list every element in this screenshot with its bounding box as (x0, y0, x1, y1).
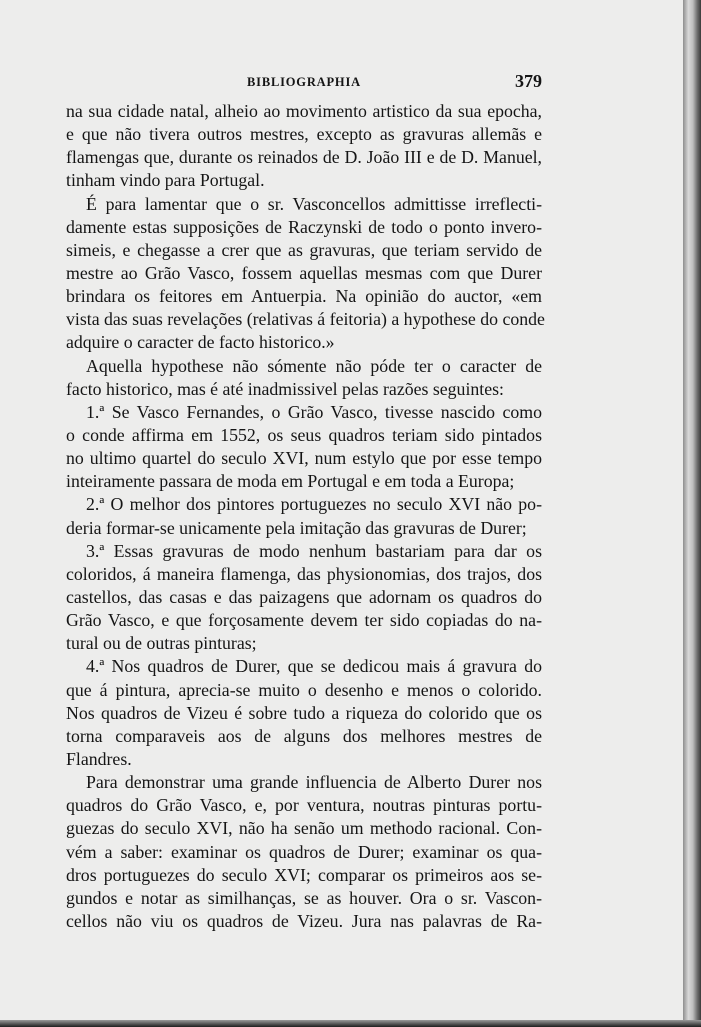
paragraph (66, 493, 542, 539)
page-number: 379 (515, 71, 542, 91)
page-bottom-edge (0, 1020, 701, 1027)
text-line: castellos, das casas e das paizagens que adornam os quadros do (66, 586, 542, 607)
text-line: no ultimo quartel do seculo XVI, num estylo que por esse tempo (66, 448, 542, 469)
running-head: BIBLIOGRAPHIA (247, 75, 361, 89)
text-line: vém a saber: examinar os quadros de Durer; examinar os qua- (66, 841, 542, 862)
text-line: 1.ª Se Vasco Fernandes, o Grão Vasco, tivesse nascido como (86, 401, 542, 422)
text-line: gundos e notar as similhanças, se as houver. Ora o sr. Vascon- (66, 887, 542, 908)
paragraph (66, 193, 545, 355)
body-text (66, 100, 545, 933)
text-line: mestre ao Grão Vasco, fossem aquellas mesmas com que Durer (66, 262, 542, 283)
paragraph (66, 355, 542, 401)
paragraph (66, 771, 542, 933)
text-line: que á pintura, aprecia-se muito o desenho e menos o colorido. (66, 679, 542, 700)
text-line: dros portuguezes do seculo XVI; comparar os primeiros aos se- (66, 864, 542, 885)
text-line: simeis, e chegasse a crer que as gravuras, que teriam servido de (66, 239, 542, 260)
text-line: guezas do seculo XVI, não ha senão um methodo racional. Con- (66, 818, 542, 839)
text-line: Flandres. (66, 748, 132, 769)
text-line: facto historico, mas é até inadmissivel pelas razões seguintes: (66, 378, 504, 399)
text-line: Grão Vasco, e que forçosamente devem ter sido copiadas do na- (66, 610, 542, 631)
paragraph (66, 401, 542, 494)
text-line: Aquella hypothese não sómente não póde ter o caracter de (86, 355, 542, 376)
text-line: É para lamentar que o sr. Vasconcellos admittisse irreflecti- (86, 193, 542, 214)
page-header (66, 71, 542, 95)
paragraph (66, 100, 542, 193)
paragraph (66, 540, 542, 656)
text-line: tural ou de outras pinturas; (66, 633, 257, 654)
text-line: brindara os feitores em Antuerpia. Na opinião do auctor, «em (66, 286, 542, 307)
text-line: 4.ª Nos quadros de Durer, que se dedicou mais á gravura do (86, 656, 542, 677)
text-line: cellos não viu os quadros de Vizeu. Jura nas palavras de Ra- (66, 910, 542, 931)
text-line: 2.ª O melhor dos pintores portuguezes no seculo XVI não po- (86, 494, 542, 515)
text-line: Para demonstrar uma grande influencia de Alberto Durer nos (86, 772, 542, 793)
text-line: e que não tivera outros mestres, excepto as gravuras allemãs e (66, 124, 542, 145)
text-line: torna comparaveis aos de alguns dos melhores mestres de (66, 725, 542, 746)
text-line: quadros do Grão Vasco, e, por ventura, noutras pinturas portu- (66, 795, 542, 816)
page-edge (683, 0, 701, 1027)
text-line: na sua cidade natal, alheio ao movimento artistico da sua epocha, (66, 101, 542, 121)
text-line: coloridos, á maneira flamenga, das physionomias, dos trajos, dos (66, 563, 542, 584)
text-line: adquire o caracter de facto historico.» (66, 332, 335, 353)
text-line: damente estas supposições de Raczynski de todo o ponto invero- (66, 216, 542, 237)
text-line: o conde affirma em 1552, os seus quadros teriam sido pintados (66, 424, 542, 445)
text-line: 3.ª Essas gravuras de modo nenhum bastariam para dar os (86, 540, 542, 561)
text-line: inteiramente passara de moda em Portugal e em toda a Europa; (66, 471, 515, 492)
text-line: deria formar-se unicamente pela imitação das gravuras de Durer; (66, 517, 527, 538)
text-line: Nos quadros de Vizeu é sobre tudo a riqueza do colorido que os (66, 702, 542, 723)
text-line: flamengas que, durante os reinados de D. João III e de D. Manuel, (66, 147, 542, 168)
text-line: tinham vindo para Portugal. (66, 170, 265, 191)
paragraph (66, 655, 542, 771)
text-line: vista das suas revelações (relativas á feitoria) a hypothese do conde (66, 309, 545, 330)
